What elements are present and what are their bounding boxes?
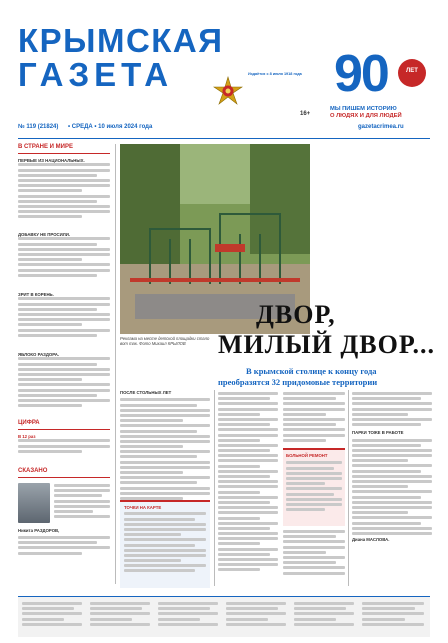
news-lead-1: ПЕРВЫЕ ИЗ НАЦИОНАЛЬНЫХ. [18,158,85,163]
news-lead-3: ЗРИТ В КОРЕНЬ. [18,292,54,297]
headline-line2: МИЛЫЙ ДВОР... [218,330,435,359]
column-divider [214,390,215,586]
column-divider [115,144,116,584]
subhead-line2: преобразятся 32 придомовые территории [218,377,378,387]
anniversary-badge [328,46,438,106]
anniversary-word: ЛЕТ [406,68,418,74]
site-link[interactable]: gazetacrimea.ru [358,124,404,130]
article-col-2 [120,390,210,502]
quote-attrib-lines [18,536,110,557]
parks-heading: ПАРКИ ТОЖЕ В РАБОТЕ [352,430,404,436]
news-brief [18,232,110,279]
section-rule [18,153,110,154]
quote-text-lines [54,484,110,520]
strip-block [226,602,286,628]
masthead-title-line2: ГАЗЕТА [18,56,174,93]
news-brief [18,352,110,409]
col5-text-lines [352,439,432,535]
bottom-info-strip [18,596,430,637]
section-head-news: В СТРАНЕ И МИРЕ [18,144,73,150]
issue-date: • СРЕДА • 10 июля 2024 года [68,124,153,130]
article-col-3 [218,392,278,574]
article-col-4 [283,392,345,444]
renovation-box [283,448,345,526]
age-mark: 16+ [300,111,311,117]
masthead [0,0,448,120]
map-points-heading: ТОЧКИ НА КАРТЕ [124,505,162,510]
anniversary-number: 90 [334,45,388,103]
dateline [18,124,430,133]
news-lead-2: ДОБАВКУ НЕ ПРОСИЛИ. [18,232,71,237]
col2-text-lines [120,398,210,500]
news-lead-4: ЯБЛОКО РАЗДОРА. [18,352,60,357]
renovation-heading: БОЛЬНОЙ РЕМОНТ [286,453,328,458]
news-text-lines [18,163,110,218]
article-col-5 [352,392,432,543]
quote-portrait [18,483,50,523]
news-brief [18,292,110,339]
news-brief [18,158,110,220]
article-col-4-bottom [283,530,345,577]
figure-block [18,434,110,455]
section-head-figure: ЦИФРА [18,420,40,426]
slogan-line2: О ЛЮДЯХ И ДЛЯ ЛЮДЕЙ [330,113,402,119]
map-points-text-lines [120,512,210,572]
order-emblem-icon [212,76,244,108]
column-divider [348,390,349,586]
section-rule [18,429,110,430]
figure-text-lines [18,439,110,452]
subhead-line1: В крымской столице к концу года [246,366,377,376]
map-points-box [120,500,210,588]
dateline-rule [18,138,430,139]
photo-caption: Реклама на месте детской площадки стало вот так. Фото Михаил КРЫЛОВ [120,336,210,347]
headline-line1: ДВОР, [256,300,336,329]
news-text-lines [18,297,110,336]
section-rule [18,477,110,478]
masthead-title-line1: КРЫМСКАЯ [18,22,224,59]
col5-text-lines-top [352,392,432,426]
article-author: Диана МАСЛОВА. [352,537,390,543]
col2-heading: ПОСЛЕ СТОЛЬНЫХ ЛЕТ [120,390,172,395]
strip-block [362,602,424,628]
strip-block [90,602,150,628]
news-text-lines [18,237,110,276]
issue-number: № 119 (21824) [18,124,59,130]
founded-note: Издаётся с 8 июля 1918 года [248,72,302,76]
section-head-quote: СКАЗАНО [18,468,48,474]
strip-block [294,602,354,628]
strip-block [22,602,82,628]
strip-block [158,602,218,628]
news-text-lines [18,357,110,407]
left-column [18,144,110,584]
slogan-line1: МЫ ПИШЕМ ИСТОРИЮ [330,106,397,112]
quote-name: Никита РАЗДОРОВ, [18,528,60,533]
figure-value: В 12 раз [18,434,36,439]
renovation-text-lines [283,461,345,511]
